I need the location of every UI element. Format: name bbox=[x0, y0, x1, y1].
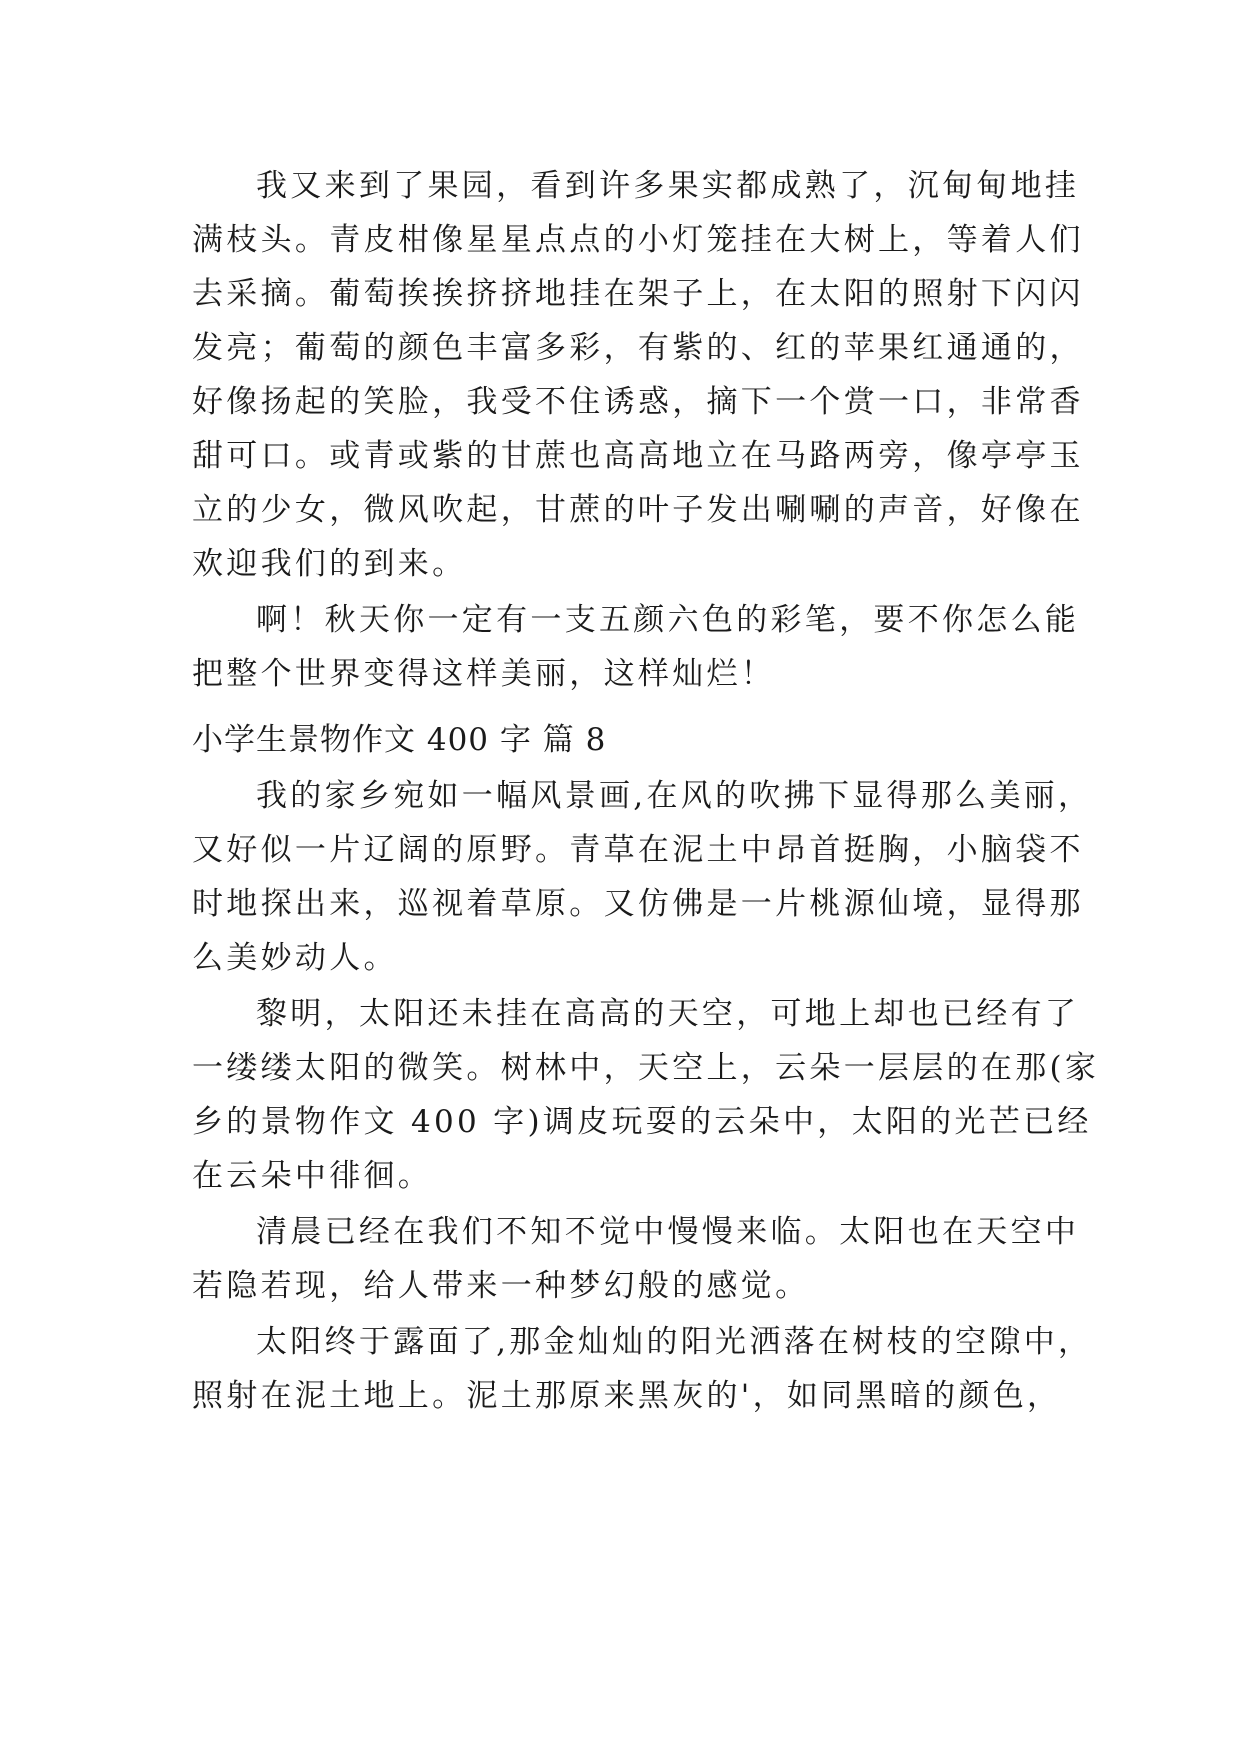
paragraph-line: 若隐若现，给人带来一种梦幻般的感觉。 bbox=[192, 1268, 810, 1304]
paragraph-line: 欢迎我们的到来。 bbox=[192, 546, 467, 582]
paragraph-line: 时地探出来，巡视着草原。又仿佛是一片桃源仙境，显得那 bbox=[192, 886, 1084, 922]
paragraph-line: 照射在泥土地上。泥土那原来黑灰的'，如同黑暗的颜色， bbox=[192, 1378, 1062, 1414]
paragraph-line: 黎明，太阳还未挂在高高的天空，可地上却也已经有了 bbox=[256, 996, 1080, 1032]
paragraph-line: 啊！秋天你一定有一支五颜六色的彩笔，要不你怎么能 bbox=[256, 602, 1080, 638]
paragraph-line: 把整个世界变得这样美丽，这样灿烂！ bbox=[192, 656, 776, 692]
paragraph-line: 甜可口。或青或紫的甘蔗也高高地立在马路两旁，像亭亭玉 bbox=[192, 438, 1084, 474]
paragraph-line: 发亮；葡萄的颜色丰富多彩，有紫的、红的苹果红通通的， bbox=[192, 330, 1084, 366]
paragraph-line: 一缕缕太阳的微笑。树林中，天空上，云朵一层层的在那(家 bbox=[192, 1050, 1100, 1086]
paragraph-line: 么美妙动人。 bbox=[192, 940, 398, 976]
paragraph-line: 又好似一片辽阔的原野。青草在泥土中昂首挺胸，小脑袋不 bbox=[192, 832, 1084, 868]
paragraph-line: 太阳终于露面了,那金灿灿的阳光洒落在树枝的空隙中， bbox=[256, 1324, 1093, 1360]
paragraph-line: 清晨已经在我们不知不觉中慢慢来临。太阳也在天空中 bbox=[256, 1214, 1080, 1250]
paragraph-line: 乡的景物作文 400 字)调皮玩耍的云朵中，太阳的光芒已经 bbox=[192, 1104, 1092, 1140]
paragraph-line: 满枝头。青皮柑像星星点点的小灯笼挂在大树上，等着人们 bbox=[192, 222, 1084, 258]
paragraph-line: 我的家乡宛如一幅风景画,在风的吹拂下显得那么美丽， bbox=[256, 778, 1093, 814]
paragraph-line: 去采摘。葡萄挨挨挤挤地挂在架子上，在太阳的照射下闪闪 bbox=[192, 276, 1084, 312]
section-heading: 小学生景物作文 400 字 篇 8 bbox=[192, 722, 607, 758]
paragraph-line: 立的少女，微风吹起，甘蔗的叶子发出唰唰的声音，好像在 bbox=[192, 492, 1084, 528]
paragraph-line: 好像扬起的笑脸，我受不住诱惑，摘下一个赏一口，非常香 bbox=[192, 384, 1084, 420]
paragraph-line: 在云朵中徘徊。 bbox=[192, 1158, 433, 1194]
paragraph-line: 我又来到了果园，看到许多果实都成熟了，沉甸甸地挂 bbox=[256, 168, 1080, 204]
